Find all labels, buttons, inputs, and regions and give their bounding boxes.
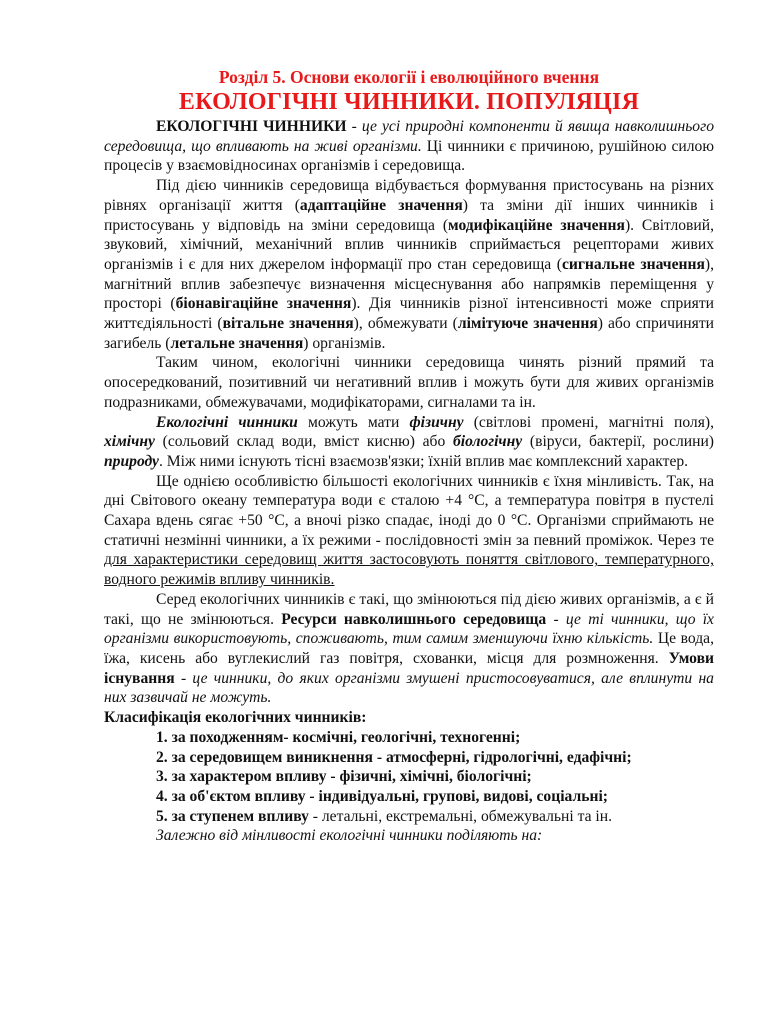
paragraph-resources: Серед екологічних чинників є такі, що змінюються під дією живих організмів, а є й такі, що не змінюються. Ресурси навколишнього середовища - це ті чинники, що їх організми використовують, споживають, тим самим зменшуючи їхню кількість. Це вода, їжа, кисень або вуглекислий газ повітря, схованки, місця для розмноження. Умови існування - це чинники, до яких організми змушені пристосовуватися, але вплинути на них зазвичай не можуть. [104,590,714,707]
closing-line: Залежно від мінливості екологічні чинники поділяють на: [156,827,543,845]
document-page [104,66,714,846]
classification-list [104,728,714,827]
paragraph-nature: Екологічні чинники можуть мати фізичну (світлові промені, магнітні поля), хімічну (сольовий склад води, вміст кисню) або біологічну (віруси, бактерії, рослини) природу. Між ними існують тісні взаємозв'язки; їхній вплив має комплексний характер. [104,413,715,470]
term-ecological-factors: ЕКОЛОГІЧНІ ЧИННИКИ [156,118,347,135]
list-item: 5. за ступенем впливу - летальні, екстремальні, обмежувальні та ін. [156,807,612,825]
main-title: ЕКОЛОГІЧНІ ЧИННИКИ. ПОПУЛЯЦІЯ [178,89,640,115]
paragraph-variability: Ще однією особливістю більшості екологічних чинників є їхня мінливість. Так, на дні Світового океану температура води є сталою +4 °С, а температура повітря в пустелі Сахара вдень сягає +50 °С, а вночі різко спадає, іноді до 0 °С. Організми сприймають не статичні незмінні чинники, а їх режими - послідовності змін за певний проміжок. Через те для характеристики середовищ життя застосовують поняття світлового, температурного, водного режимів впливу чинників. [104,472,714,589]
classification-title: Класифікація екологічних чинників: [104,709,367,727]
list-item: 1. за походженням- космічні, геологічні, техногенні; [156,728,521,746]
list-item: 3. за характером впливу - фізичні, хімічні, біологічні; [156,768,532,786]
definition-text: це усі природні компоненти й явища навколишнього середовища, що впливають на живі організми. [104,118,714,155]
list-item: 2. за середовищем виникнення - атмосферні, гідрологічні, едафічні; [156,748,632,766]
section-title: Розділ 5. Основи екології і еволюційного вчення [218,67,600,87]
list-item: 4. за об'єктом впливу - індивідуальні, групові, видові, соціальні; [156,787,608,805]
paragraph-influence: Таким чином, екологічні чинники середовища чинять різний прямий та опосередкований, позитивний чи негативний вплив і можуть бути для живих організмів подразниками, обмежувачами, модифікаторами, сигналами та ін. [104,354,714,411]
paragraph-definition: ЕКОЛОГІЧНІ ЧИННИКИ - це усі природні компоненти й явища навколишнього середовища, що впливають на живі організми. Ці чинники є причиною, рушійною силою процесів у взаємовідносинах організмів і середовища. [104,118,715,175]
underlined-regimes-text: для характеристики середовищ життя застосовують поняття світлового, температурного, водного режимів впливу чинників. [104,551,714,589]
paragraph-significance: Під дією чинників середовища відбувається формування пристосувань на різних рівнях організації життя (адаптаційне значення) та зміни дії інших чинників і пристосувань у відповідь на зміни середовища (модифікаційне значення). Світловий, звуковий, хімічний, механічний вплив чинників сприймається рецепторами живих організмів і є для них джерелом інформації про стан середовища (сигнальне значення), магнітний вплив забезпечує визначення місцеснування або напрямків переміщення у просторі (біонавігаційне значення). Дія чинників різної інтенсивності може сприяти життєдіяльності (вітальне значення), обмежувати (лімітуюче значення) або спричиняти загибель (летальне значення) організмів. [104,177,715,352]
